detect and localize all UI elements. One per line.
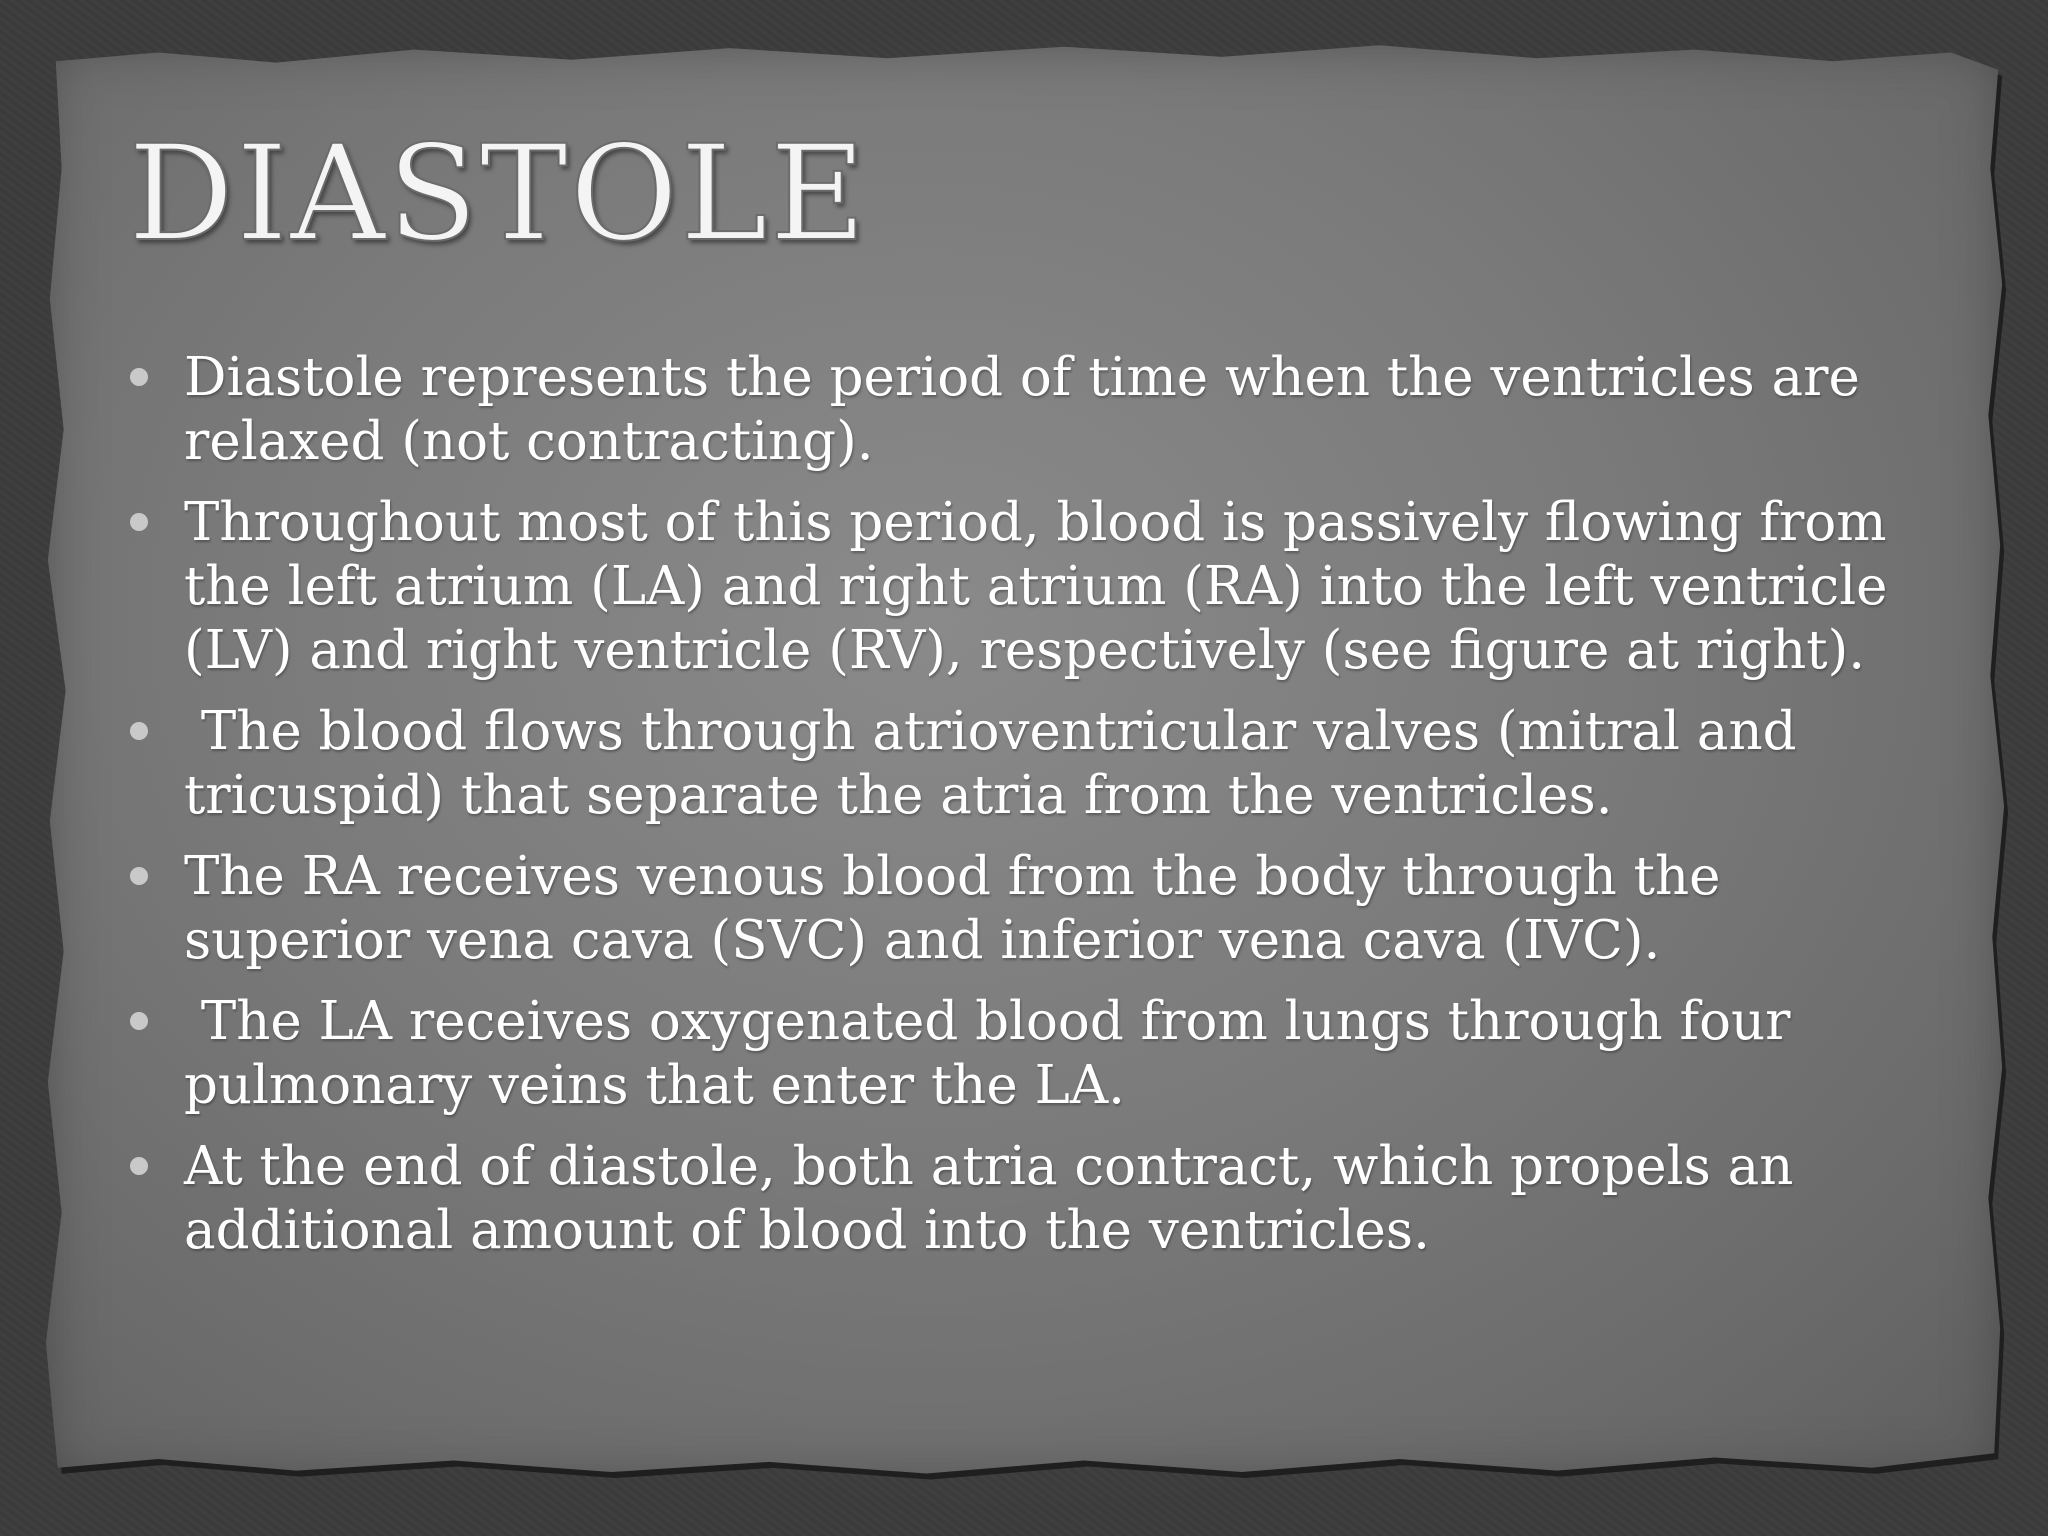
bullet-item — [130, 1135, 1930, 1263]
bullet-dot-icon — [130, 1157, 148, 1175]
bullet-item — [130, 845, 1930, 973]
bullet-text: Throughout most of this period, blood is passively flowing from the left atrium (LA) and right atrium (RA) into the left ventricle (LV) and right ventricle (RV), respectively (see figure at right). — [184, 492, 1905, 681]
bullet-dot-icon — [130, 1012, 148, 1030]
bullet-text: The LA receives oxygenated blood from lungs through four pulmonary veins that enter the LA. — [184, 991, 1808, 1116]
bullet-dot-icon — [130, 513, 148, 531]
bullet-text: At the end of diastole, both atria contract, which propels an additional amount of blood into the ventricles. — [184, 1136, 1811, 1261]
bullet-dot-icon — [130, 722, 148, 740]
bullet-item — [130, 491, 1930, 683]
bullet-dot-icon — [130, 368, 148, 386]
slide-title: DIASTOLE — [128, 117, 869, 271]
bullet-item — [130, 990, 1930, 1118]
bullet-item — [130, 700, 1930, 828]
bullet-item — [130, 346, 1930, 474]
bullet-text: Diastole represents the period of time when the ventricles are relaxed (not contracting). — [184, 347, 1877, 472]
bullet-dot-icon — [130, 867, 148, 885]
bullet-text: The blood flows through atrioventricular valves (mitral and tricuspid) that separate the atria from the ventricles. — [184, 701, 1814, 826]
bullet-list — [130, 346, 1930, 1280]
bullet-text: The RA receives venous blood from the body through the superior vena cava (SVC) and inferior vena cava (IVC). — [184, 846, 1738, 971]
